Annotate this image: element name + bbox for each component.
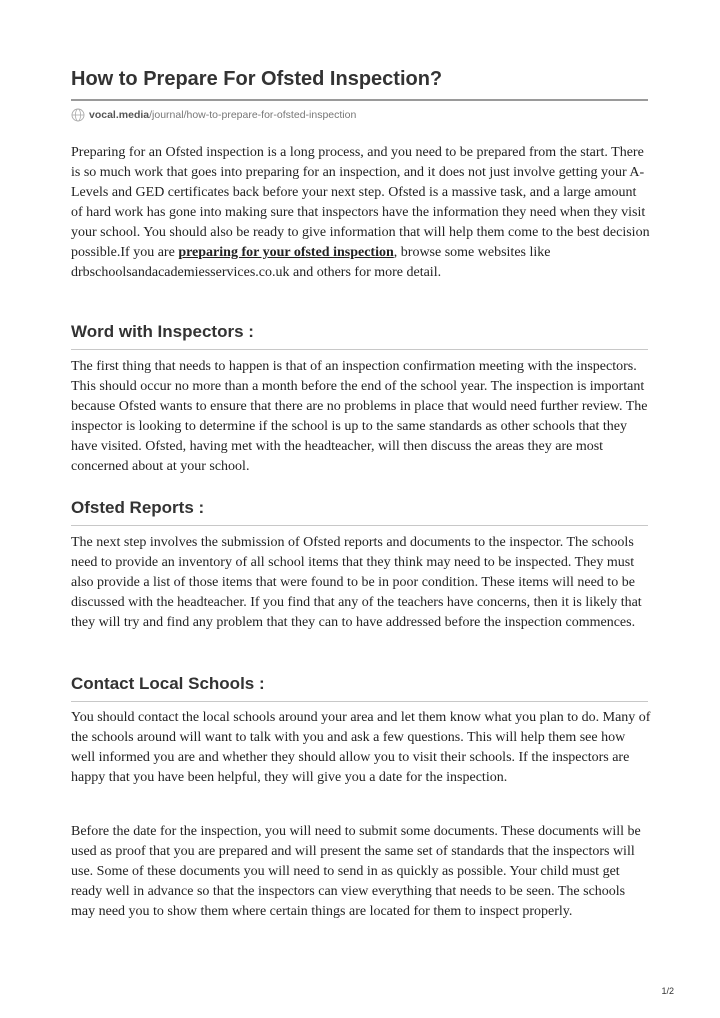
source-line[interactable] <box>71 107 356 123</box>
globe-icon <box>71 108 85 122</box>
page-number: 1/2 <box>661 986 674 996</box>
section-paragraph: The first thing that needs to happen is that of an inspection confirmation meeting with the inspectors. This should occur no more than a month before the end of the school year. The inspection is important because Ofsted wants to ensure that there are no problems in place that would need further review. The inspector is looking to determine if the school is up to the same standards as other schools that they have visited. Ofsted, having met with the headteacher, will then discuss the areas they are most concerned about at your school. <box>71 359 648 474</box>
source-domain[interactable]: vocal.media <box>89 109 150 121</box>
section-heading-reports: Ofsted Reports : <box>71 498 205 517</box>
section-divider <box>71 701 648 702</box>
title-divider <box>71 99 648 101</box>
section-heading-local-schools: Contact Local Schools : <box>71 674 265 693</box>
source-path[interactable]: /journal/how-to-prepare-for-ofsted-inspection <box>149 109 357 121</box>
section-paragraph: The next step involves the submission of Ofsted reports and documents to the inspector. The schools need to provide an inventory of all school items that they think may need to be inspected. They must also provide a list of those items that were found to be in poor condition. These items will need to be discussed with the headteacher. If you find that any of the teachers have concerns, then it is likely that they will try and find any problem that they can to have addressed before the inspection commences. <box>71 535 642 630</box>
page-title: How to Prepare For Ofsted Inspection? <box>71 68 443 90</box>
section-paragraph: You should contact the local schools around your area and let them know what you plan to do. Many of the schools around will want to talk with you and ask a few questions. This will help them see how well informed you are and whether they should allow you to visit their schools. If the inspectors are happy that you have been helpful, they will give you a date for the inspection. <box>71 710 651 785</box>
section-divider <box>71 349 648 350</box>
section-heading-inspectors: Word with Inspectors : <box>71 322 254 341</box>
section-paragraph: Before the date for the inspection, you will need to submit some documents. These documents will be used as proof that you are prepared and will present the same set of standards that the inspectors will use. Some of these documents you will need to send in as quickly as possible. Your child must get ready well in advance so that the inspectors can view everything that needs to be seen. The schools may need you to show them where certain things are located for them to inspect properly. <box>71 824 641 919</box>
section-divider <box>71 525 648 526</box>
intro-link[interactable]: preparing for your ofsted inspection <box>178 245 394 260</box>
intro-text-end: , browse some websites like drbschoolsandacademiesservices.co.uk and others for more detail. <box>71 245 551 280</box>
intro-paragraph <box>71 143 651 283</box>
intro-text: Preparing for an Ofsted inspection is a long process, and you need to be prepared from the start. There is so much work that goes into preparing for an inspection, and it does not just involve getting your A-Levels and GED certificates back before your next step. Ofsted is a massive task, and a large amount of hard work has gone into making sure that inspectors have the information they need when they visit your school. You should also be ready to give information that will help them come to the best decision possible.If you are <box>71 145 650 260</box>
